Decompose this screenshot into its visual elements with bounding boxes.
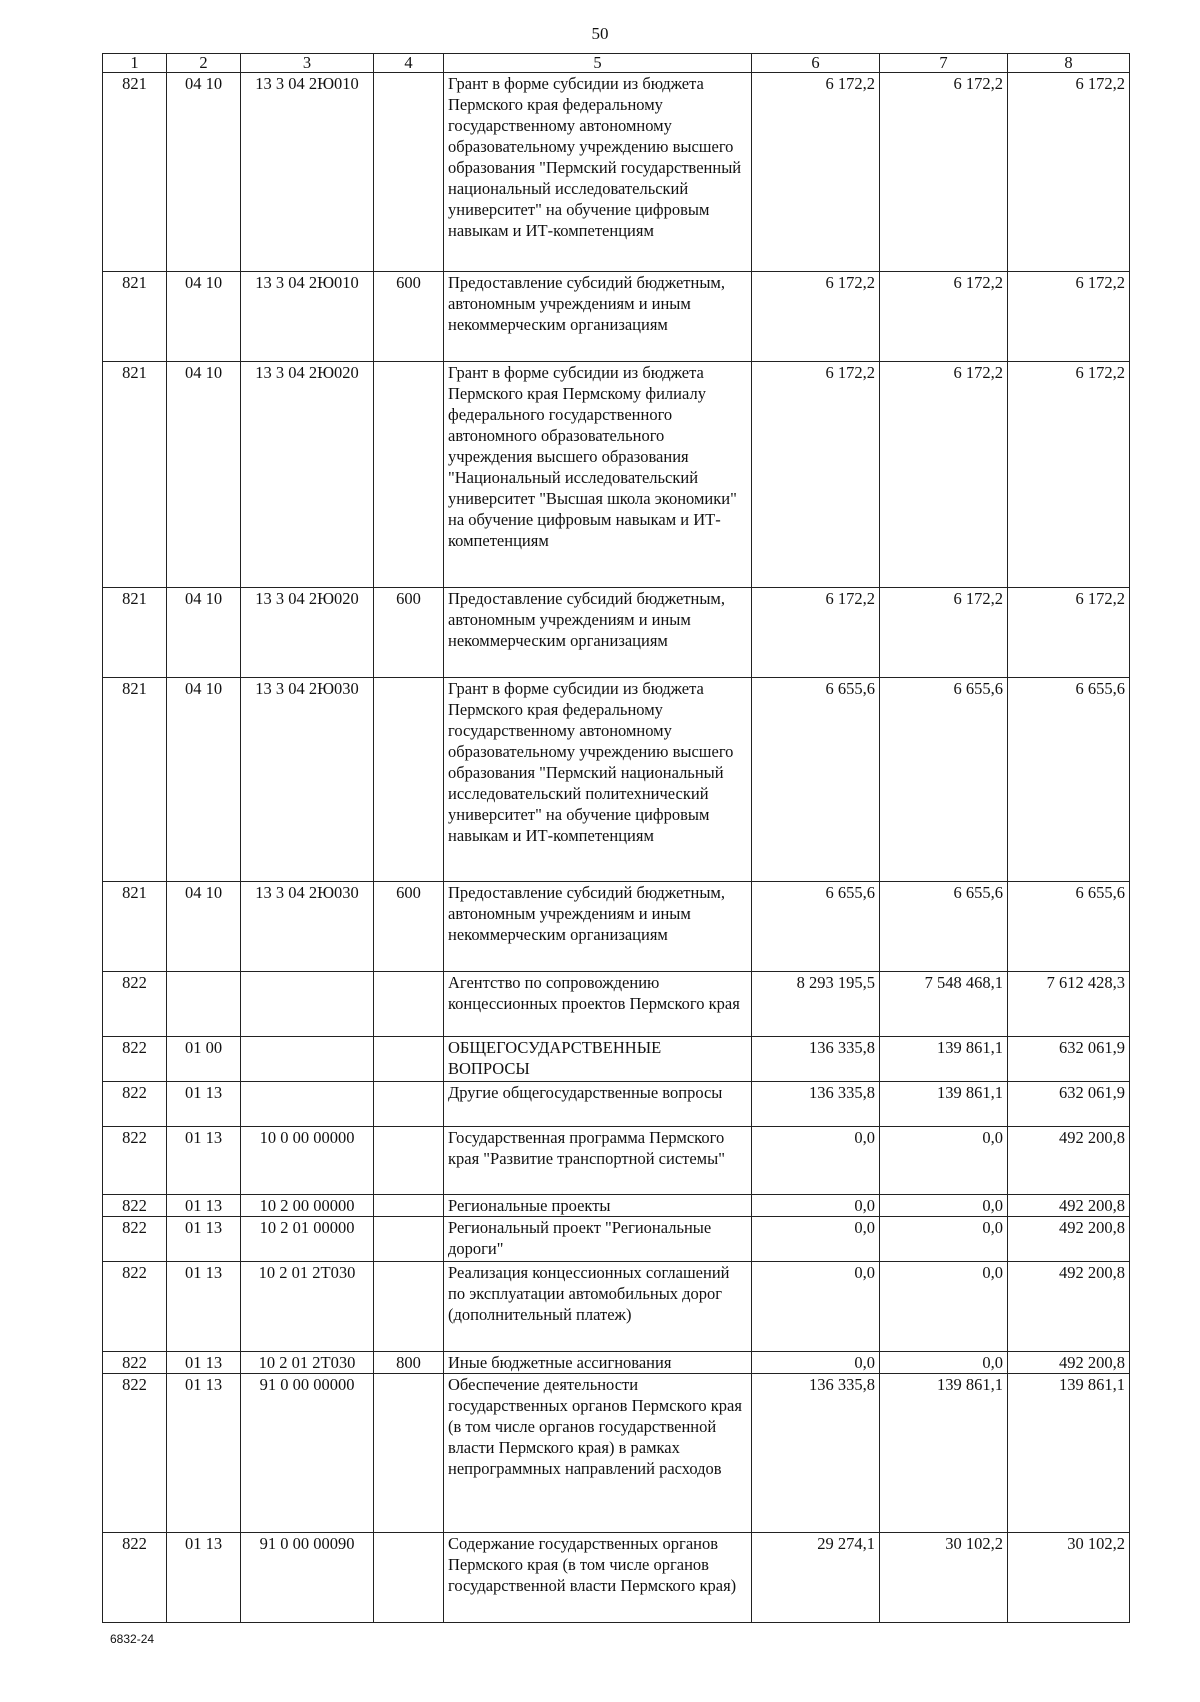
cell-amount-col6: 8 293 195,5 [752,972,880,1037]
cell-amount-col8: 6 172,2 [1008,73,1130,272]
cell-admin-code: 821 [103,73,167,272]
cell-amount-col7: 30 102,2 [880,1533,1008,1623]
cell-amount-col7: 0,0 [880,1127,1008,1195]
table-row [103,1533,1130,1623]
cell-section: 04 10 [167,362,241,588]
cell-amount-col8: 6 172,2 [1008,588,1130,678]
cell-name: Предоставление субсидий бюджетным, автономным учреждениям и иным некоммерческим организациям [444,272,752,362]
budget-table [102,53,1130,1623]
cell-amount-col8: 492 200,8 [1008,1127,1130,1195]
cell-section: 04 10 [167,272,241,362]
cell-expense-type: 600 [374,588,444,678]
cell-target-article: 91 0 00 00090 [241,1533,374,1623]
cell-section: 01 13 [167,1352,241,1374]
cell-admin-code: 822 [103,1352,167,1374]
cell-section: 01 13 [167,1374,241,1533]
cell-amount-col7: 139 861,1 [880,1082,1008,1127]
header-col-2: 2 [167,54,241,73]
cell-amount-col8: 492 200,8 [1008,1352,1130,1374]
cell-amount-col6: 29 274,1 [752,1533,880,1623]
cell-name: Иные бюджетные ассигнования [444,1352,752,1374]
cell-target-article: 13 3 04 2Ю010 [241,73,374,272]
cell-amount-col8: 6 655,6 [1008,678,1130,882]
cell-expense-type: 600 [374,272,444,362]
cell-expense-type [374,1195,444,1217]
table-row [103,972,1130,1037]
cell-target-article [241,1082,374,1127]
cell-admin-code: 821 [103,882,167,972]
header-col-3: 3 [241,54,374,73]
cell-expense-type: 600 [374,882,444,972]
cell-section: 01 13 [167,1217,241,1262]
cell-name: Другие общегосударственные вопросы [444,1082,752,1127]
cell-amount-col8: 632 061,9 [1008,1037,1130,1082]
cell-section: 01 00 [167,1037,241,1082]
cell-admin-code: 822 [103,1262,167,1352]
cell-expense-type [374,73,444,272]
table-row [103,1374,1130,1533]
cell-amount-col6: 6 172,2 [752,272,880,362]
cell-name: Обеспечение деятельности государственных органов Пермского края (в том числе органов государственной власти Пермского края) в рамках непрограммных направлений расходов [444,1374,752,1533]
document-code: 6832-24 [110,1632,155,1646]
cell-expense-type [374,1374,444,1533]
cell-expense-type [374,362,444,588]
cell-amount-col6: 6 172,2 [752,588,880,678]
cell-amount-col6: 136 335,8 [752,1082,880,1127]
cell-amount-col6: 6 655,6 [752,882,880,972]
cell-admin-code: 821 [103,272,167,362]
table-row [103,73,1130,272]
cell-admin-code: 821 [103,588,167,678]
cell-amount-col7: 6 172,2 [880,588,1008,678]
cell-target-article [241,1037,374,1082]
cell-amount-col6: 0,0 [752,1127,880,1195]
table-row [103,882,1130,972]
table-row [103,1037,1130,1082]
cell-section: 04 10 [167,73,241,272]
cell-amount-col7: 0,0 [880,1217,1008,1262]
cell-section: 04 10 [167,882,241,972]
cell-amount-col8: 632 061,9 [1008,1082,1130,1127]
cell-amount-col7: 0,0 [880,1262,1008,1352]
cell-expense-type [374,1082,444,1127]
cell-amount-col8: 492 200,8 [1008,1262,1130,1352]
header-col-6: 6 [752,54,880,73]
cell-amount-col8: 6 172,2 [1008,272,1130,362]
cell-amount-col6: 6 172,2 [752,73,880,272]
cell-amount-col6: 136 335,8 [752,1037,880,1082]
cell-expense-type [374,678,444,882]
cell-expense-type [374,1127,444,1195]
cell-target-article: 10 2 01 2Т030 [241,1352,374,1374]
cell-admin-code: 822 [103,1127,167,1195]
cell-expense-type [374,972,444,1037]
cell-amount-col6: 0,0 [752,1195,880,1217]
header-col-8: 8 [1008,54,1130,73]
table-row [103,1127,1130,1195]
cell-amount-col6: 0,0 [752,1352,880,1374]
cell-target-article: 10 2 00 00000 [241,1195,374,1217]
cell-amount-col6: 6 172,2 [752,362,880,588]
cell-amount-col7: 6 172,2 [880,73,1008,272]
cell-amount-col8: 139 861,1 [1008,1374,1130,1533]
table-row [103,272,1130,362]
table-row [103,1262,1130,1352]
cell-name: Грант в форме субсидии из бюджета Пермского края федеральному государственному автономному образовательному учреждению высшего образования "Пермский государственный национальный исследовательский университет" на обучение цифровым навыкам и ИТ-компетенциям [444,73,752,272]
header-row [103,54,1130,73]
cell-target-article: 13 3 04 2Ю020 [241,588,374,678]
cell-section: 04 10 [167,588,241,678]
cell-admin-code: 822 [103,1082,167,1127]
cell-amount-col8: 30 102,2 [1008,1533,1130,1623]
cell-amount-col7: 6 172,2 [880,362,1008,588]
cell-target-article: 91 0 00 00000 [241,1374,374,1533]
cell-amount-col8: 492 200,8 [1008,1195,1130,1217]
cell-admin-code: 822 [103,1374,167,1533]
cell-name: Агентство по сопровождению концессионных проектов Пермского края [444,972,752,1037]
cell-section: 01 13 [167,1533,241,1623]
cell-target-article: 13 3 04 2Ю030 [241,678,374,882]
cell-amount-col6: 6 655,6 [752,678,880,882]
page-number: 50 [591,24,609,43]
cell-admin-code: 822 [103,972,167,1037]
table-row [103,588,1130,678]
cell-target-article: 10 0 00 00000 [241,1127,374,1195]
cell-amount-col7: 139 861,1 [880,1374,1008,1533]
cell-name: Грант в форме субсидии из бюджета Пермского края Пермскому филиалу федерального государственного автономного образовательного учреждения высшего образования "Национальный исследовательский университет "Высшая школа экономики" на обучение цифровым навыкам и ИТ-компетенциям [444,362,752,588]
cell-name: Содержание государственных органов Пермского края (в том числе органов государственной власти Пермского края) [444,1533,752,1623]
cell-amount-col7: 0,0 [880,1195,1008,1217]
cell-name: Региональные проекты [444,1195,752,1217]
cell-name: Государственная программа Пермского края "Развитие транспортной системы" [444,1127,752,1195]
cell-amount-col7: 7 548 468,1 [880,972,1008,1037]
cell-amount-col6: 0,0 [752,1262,880,1352]
cell-expense-type: 800 [374,1352,444,1374]
cell-amount-col6: 136 335,8 [752,1374,880,1533]
header-col-1: 1 [103,54,167,73]
cell-target-article: 10 2 01 2Т030 [241,1262,374,1352]
table-row [103,1082,1130,1127]
cell-admin-code: 821 [103,362,167,588]
cell-section: 04 10 [167,678,241,882]
cell-target-article: 13 3 04 2Ю030 [241,882,374,972]
cell-amount-col7: 6 655,6 [880,882,1008,972]
cell-amount-col7: 6 655,6 [880,678,1008,882]
cell-section: 01 13 [167,1262,241,1352]
cell-amount-col7: 6 172,2 [880,272,1008,362]
header-col-4: 4 [374,54,444,73]
cell-target-article [241,972,374,1037]
cell-expense-type [374,1262,444,1352]
cell-name: Реализация концессионных соглашений по эксплуатации автомобильных дорог (дополнительный платеж) [444,1262,752,1352]
cell-target-article: 13 3 04 2Ю010 [241,272,374,362]
cell-target-article: 13 3 04 2Ю020 [241,362,374,588]
header-col-5: 5 [444,54,752,73]
cell-name: Предоставление субсидий бюджетным, автономным учреждениям и иным некоммерческим организациям [444,882,752,972]
table-row [103,1217,1130,1262]
table-row [103,678,1130,882]
table-row [103,362,1130,588]
cell-admin-code: 821 [103,678,167,882]
cell-amount-col8: 492 200,8 [1008,1217,1130,1262]
cell-section: 01 13 [167,1195,241,1217]
cell-expense-type [374,1533,444,1623]
cell-amount-col8: 6 172,2 [1008,362,1130,588]
cell-name: Предоставление субсидий бюджетным, автономным учреждениям и иным некоммерческим организациям [444,588,752,678]
cell-name: Региональный проект "Региональные дороги" [444,1217,752,1262]
cell-amount-col6: 0,0 [752,1217,880,1262]
cell-section [167,972,241,1037]
cell-admin-code: 822 [103,1533,167,1623]
cell-admin-code: 822 [103,1037,167,1082]
cell-amount-col8: 7 612 428,3 [1008,972,1130,1037]
table-row [103,1352,1130,1374]
cell-amount-col7: 139 861,1 [880,1037,1008,1082]
cell-target-article: 10 2 01 00000 [241,1217,374,1262]
cell-admin-code: 822 [103,1217,167,1262]
table-row [103,1195,1130,1217]
cell-expense-type [374,1217,444,1262]
cell-expense-type [374,1037,444,1082]
cell-section: 01 13 [167,1127,241,1195]
cell-amount-col8: 6 655,6 [1008,882,1130,972]
cell-name: ОБЩЕГОСУДАРСТВЕННЫЕ ВОПРОСЫ [444,1037,752,1082]
cell-admin-code: 822 [103,1195,167,1217]
cell-name: Грант в форме субсидии из бюджета Пермского края федеральному государственному автономному образовательному учреждению высшего образования "Пермский национальный исследовательский политехнический университет" на обучение цифровым навыкам и ИТ-компетенциям [444,678,752,882]
cell-section: 01 13 [167,1082,241,1127]
header-col-7: 7 [880,54,1008,73]
cell-amount-col7: 0,0 [880,1352,1008,1374]
